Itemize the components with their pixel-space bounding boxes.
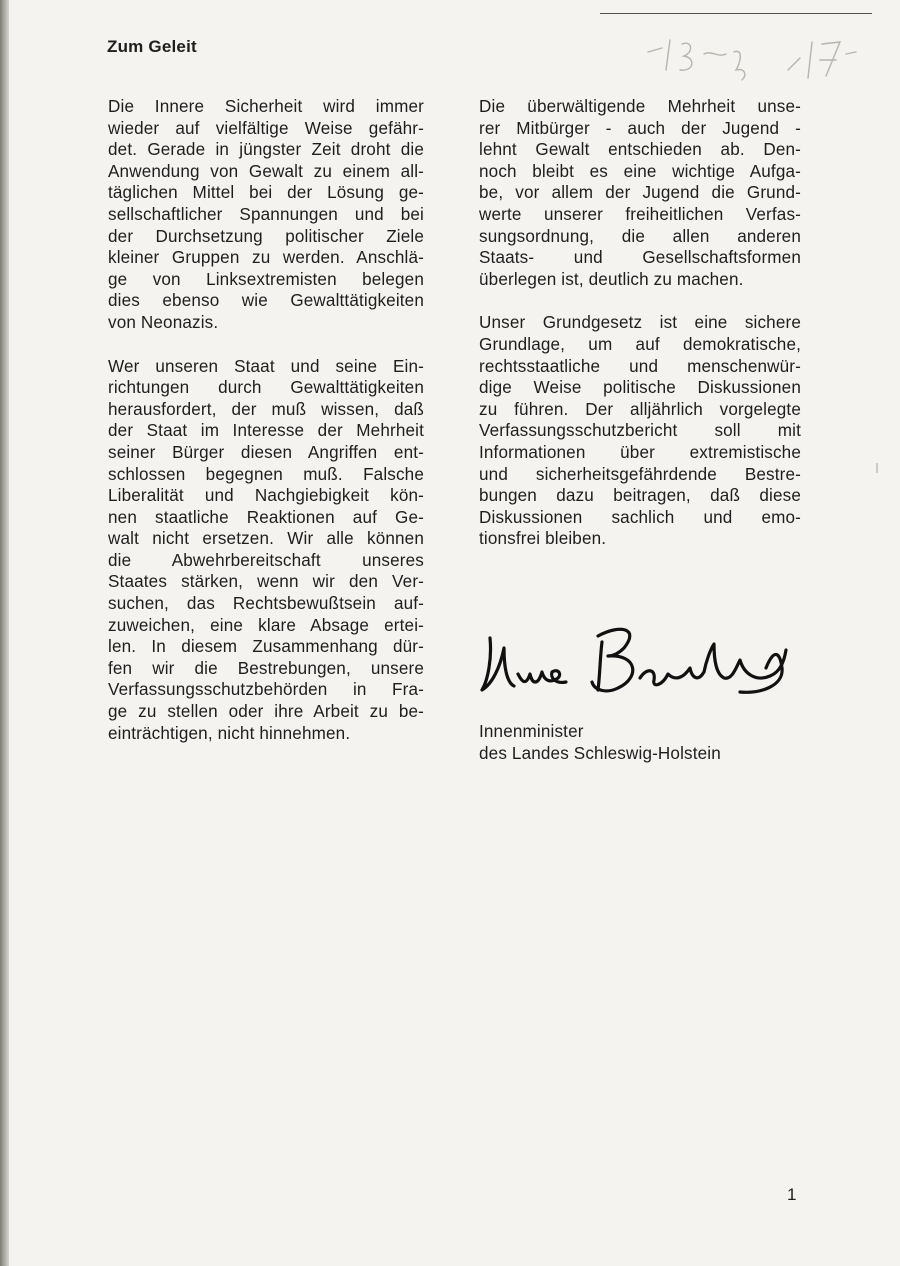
text-line: täglichen Mittel bei der Lösung ge- [108, 183, 424, 203]
text-line: det. Gerade in jüngster Zeit droht die [108, 140, 424, 160]
text-line: fen wir die Bestrebungen, unsere [108, 658, 424, 678]
text-line: richtungen durch Gewalttätigkeiten [108, 378, 424, 398]
pencil-annotation [640, 30, 860, 90]
text-line: Grundlage, um auf demokratische, [479, 334, 801, 354]
text-line: be, vor allem der Jugend die Grund- [479, 183, 801, 203]
text-line: ge zu stellen oder ihre Arbeit zu be- [108, 702, 424, 722]
text-line: dige Weise politische Diskussionen [479, 378, 801, 398]
text-line: walt nicht ersetzen. Wir alle können [108, 529, 424, 549]
text-line: Informationen über extremistische [479, 442, 801, 462]
text-line: rer Mitbürger - auch der Jugend - [479, 118, 801, 138]
text-line: sungsordnung, die allen anderen [479, 226, 801, 246]
text-line: Liberalität und Nachgiebigkeit kön- [108, 486, 424, 506]
text-line: Anwendung von Gewalt zu einem all- [108, 161, 424, 181]
signatory-subtitle: des Landes Schleswig-Holstein [479, 743, 721, 763]
text-line: Diskussionen sachlich und emo- [479, 507, 801, 527]
text-line: len. In diesem Zusammenhang dür- [108, 637, 424, 657]
text-line: der Staat im Interesse der Mehrheit [108, 421, 424, 441]
text-line: werte unserer freiheitlichen Verfas- [479, 204, 801, 224]
text-line: Staats- und Gesellschaftsformen [479, 248, 801, 268]
text-line: herausfordert, der muß wissen, daß [108, 399, 424, 419]
page-heading: Zum Geleit [107, 37, 197, 56]
text-line: Staates stärken, wenn wir den Ver- [108, 572, 424, 592]
handwritten-signature [470, 608, 800, 718]
left-paragraph-1 [108, 96, 424, 334]
text-line: Die überwältigende Mehrheit unse- [479, 97, 801, 116]
text-line: zu führen. Der alljährlich vorgelegte [479, 399, 801, 419]
text-line: suchen, das Rechtsbewußtsein auf- [108, 594, 424, 614]
text-line: und sicherheitsgefährdende Bestre- [479, 464, 801, 484]
text-line: dies ebenso wie Gewalttätigkeiten [108, 291, 424, 311]
text-line: von Neonazis. [108, 312, 219, 332]
text-line: Wer unseren Staat und seine Ein- [108, 356, 424, 376]
paper-speck [876, 463, 878, 473]
text-line: sellschaftlicher Spannungen und bei [108, 204, 424, 224]
text-line: schlossen begegnen muß. Falsche [108, 464, 424, 484]
text-line: zuweichen, eine klare Absage ertei- [108, 615, 424, 635]
left-paragraph-2 [108, 356, 424, 745]
text-line: wieder auf vielfältige Weise gefähr- [108, 118, 424, 138]
text-line: der Durchsetzung politischer Ziele [108, 226, 424, 246]
text-line: einträchtigen, nicht hinnehmen. [108, 723, 351, 743]
text-line: Verfassungsschutzbericht soll mit [479, 421, 801, 441]
text-line: noch bleibt es eine wichtige Aufga- [479, 161, 801, 181]
text-line: kleiner Gruppen zu werden. Anschlä- [108, 248, 424, 268]
left-column [108, 96, 424, 766]
signatory-block [479, 721, 721, 764]
right-column [479, 96, 801, 572]
text-line: tionsfrei bleiben. [479, 529, 607, 549]
text-line: rechtsstaatliche und menschenwür- [479, 356, 801, 376]
text-line: Verfassungsschutzbehörden in Fra- [108, 680, 424, 700]
top-rule [600, 13, 872, 14]
text-line: Die Innere Sicherheit wird immer [108, 97, 424, 116]
text-line: lehnt Gewalt entschieden ab. Den- [479, 140, 801, 160]
binding-edge-shadow [0, 0, 9, 1266]
text-line: überlegen ist, deutlich zu machen. [479, 269, 744, 289]
text-line: ge von Linksextremisten belegen [108, 269, 424, 289]
text-line: seiner Bürger diesen Angriffen ent- [108, 442, 424, 462]
page-number: 1 [787, 1185, 797, 1204]
right-paragraph-2 [479, 312, 801, 550]
signatory-title: Innenminister [479, 722, 584, 741]
text-line: bungen dazu beitragen, daß diese [479, 486, 801, 506]
text-line: nen staatliche Reaktionen auf Ge- [108, 507, 424, 527]
right-paragraph-1 [479, 96, 801, 290]
text-line: die Abwehrbereitschaft unseres [108, 550, 424, 570]
text-line: Unser Grundgesetz ist eine sichere [479, 313, 801, 333]
